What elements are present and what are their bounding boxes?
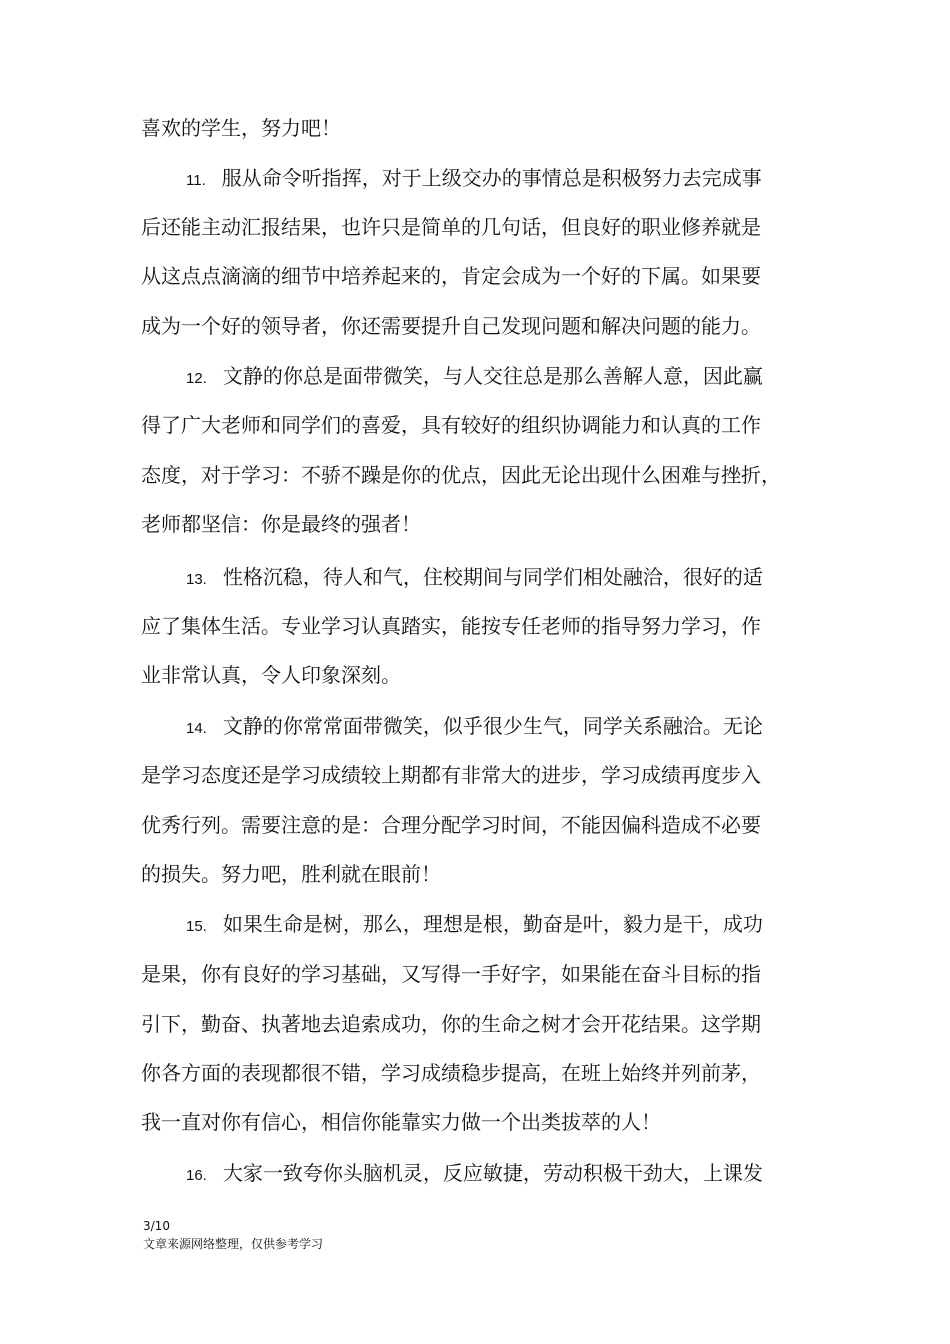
text-line: 如果生命是树，那么，理想是根，勤奋是叶，毅力是干，成功 — [222, 912, 763, 936]
paragraph-first-line — [186, 166, 762, 193]
paragraph-first-line — [186, 1161, 763, 1188]
footer-note: 文章来源网络整理，仅供参考学习 — [143, 1237, 324, 1251]
text-line: 成为一个好的领导者，你还需要提升自己发现问题和解决问题的能力。 — [141, 314, 761, 338]
text-line: 是果，你有良好的学习基础，又写得一手好字，如果能在奋斗目标的指 — [141, 962, 761, 986]
text-line: 文静的你总是面带微笑，与人交往总是那么善解人意，因此赢 — [222, 364, 763, 388]
paragraph-first-line — [186, 912, 763, 939]
item-number: 14. — [186, 720, 207, 737]
text-line: 后还能主动汇报结果，也许只是简单的几句话，但良好的职业修养就是 — [141, 215, 761, 239]
paragraph-first-line — [186, 364, 763, 391]
text-line: 的损失。努力吧，胜利就在眼前！ — [141, 862, 441, 886]
page-number: 3/10 — [143, 1219, 170, 1233]
text-line: 性格沉稳，待人和气，住校期间与同学们相处融洽，很好的适 — [222, 565, 763, 589]
text-line: 服从命令听指挥，对于上级交办的事情总是积极努力去完成事 — [221, 166, 762, 190]
text-line: 大家一致夸你头脑机灵，反应敏捷，劳动积极干劲大，上课发 — [222, 1161, 763, 1185]
text-line: 文静的你常常面带微笑，似乎很少生气，同学关系融洽。无论 — [222, 714, 763, 738]
item-number: 12. — [186, 370, 207, 387]
item-number: 11. — [186, 172, 206, 189]
text-line: 得了广大老师和同学们的喜爱，具有较好的组织协调能力和认真的工作 — [141, 413, 761, 437]
paragraph-first-line — [186, 714, 763, 741]
text-line: 喜欢的学生，努力吧！ — [141, 116, 341, 140]
item-number: 15. — [186, 918, 207, 935]
text-line: 是学习态度还是学习成绩较上期都有非常大的进步，学习成绩再度步入 — [141, 763, 761, 787]
paragraph-first-line — [186, 565, 763, 592]
text-line: 态度，对于学习：不骄不躁是你的优点，因此无论出现什么困难与挫折， — [141, 463, 781, 487]
text-line: 业非常认真，令人印象深刻。 — [141, 663, 401, 687]
text-line: 优秀行列。需要注意的是：合理分配学习时间，不能因偏科造成不必要 — [141, 813, 761, 837]
text-line: 引下，勤奋、执著地去追索成功，你的生命之树才会开花结果。这学期 — [141, 1012, 761, 1036]
item-number: 16. — [186, 1167, 207, 1184]
text-line: 老师都坚信：你是最终的强者！ — [141, 512, 421, 536]
text-line: 应了集体生活。专业学习认真踏实，能按专任老师的指导努力学习，作 — [141, 614, 761, 638]
item-number: 13. — [186, 571, 207, 588]
text-line: 从这点点滴滴的细节中培养起来的，肯定会成为一个好的下属。如果要 — [141, 264, 761, 288]
text-line: 你各方面的表现都很不错，学习成绩稳步提高，在班上始终并列前茅， — [141, 1061, 761, 1085]
text-line: 我一直对你有信心，相信你能靠实力做一个出类拔萃的人！ — [141, 1110, 661, 1134]
